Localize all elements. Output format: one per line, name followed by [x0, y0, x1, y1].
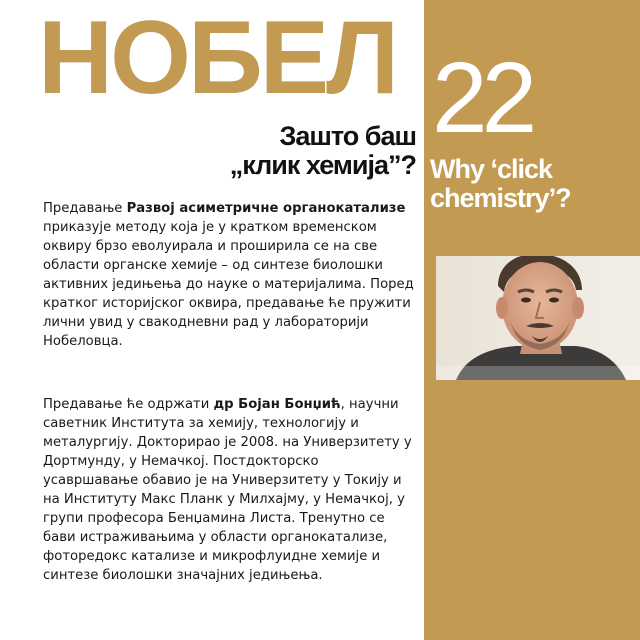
- subtitle-serbian: [230, 122, 416, 180]
- lecture-description: [43, 199, 415, 351]
- portrait-photo-icon: [436, 256, 640, 380]
- main-title: НОБЕЛ: [38, 0, 397, 116]
- speaker-name: др Бојан Бонџић: [213, 397, 341, 412]
- subtitle-english: [430, 155, 571, 213]
- subtitle-english-line-1: Why ‘click: [430, 154, 553, 184]
- lecture-description-text: приказује методу која је у кратком временском оквиру брзо еволуирала и проширила се на све области органске хемије – од синтезе биолошки активних једињења до науке о материјалима. Поред кратког историјског оквира, предавање ће пружити лични увид у свакодневни рад у лабораторији Нобеловца.: [43, 220, 414, 349]
- subtitle-serbian-line-2: „клик хемија”?: [229, 150, 416, 180]
- speaker-bio: [43, 395, 415, 585]
- lecture-title: Развој асиметричне органокатализе: [126, 201, 406, 216]
- issue-number: 22: [432, 42, 532, 154]
- speaker-intro: Предавање ће одржати: [43, 397, 214, 412]
- subtitle-english-line-2: chemistry’?: [430, 183, 571, 213]
- subtitle-serbian-line-1: Зашто баш: [279, 121, 416, 151]
- lecture-intro: Предавање: [43, 201, 127, 216]
- speaker-photo: [436, 256, 640, 380]
- speaker-bio-text: , научни саветник Института за хемију, технологију и металургију. Докторирао је 2008. на Универзитету у Дортмунду, у Немачкој. Постдокторско усавршавање обавио је на Универзитету у Токију и на Институту Макс Планк у Милхајму, у Немачкој, у групи професора Бенџамина Листа. Тренутно се бави истраживањима у области органокатализе, фоторедокс катализе и микрофлуидне хемије и синтезе биолошки значајних једињења.: [43, 397, 412, 583]
